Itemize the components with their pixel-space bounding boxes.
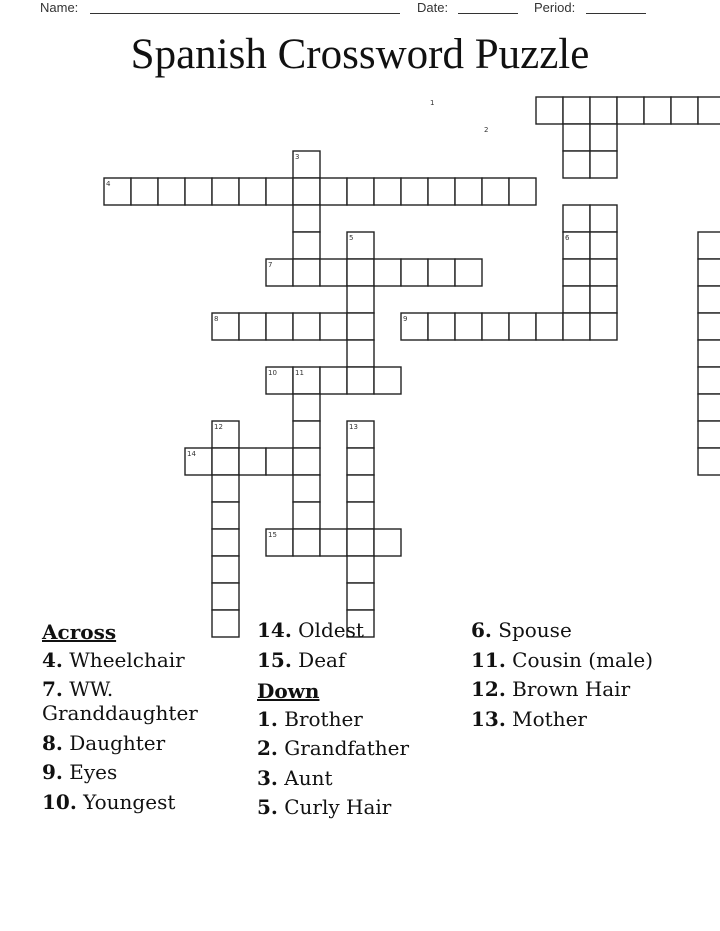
down-heading: Down	[257, 679, 320, 703]
grid-cell[interactable]	[266, 448, 293, 475]
grid-cell[interactable]	[590, 124, 617, 151]
clue-column-1	[42, 618, 252, 819]
grid-cell[interactable]	[428, 259, 455, 286]
cell-number: 12	[214, 423, 223, 431]
clue-text: Mother	[512, 706, 587, 731]
clue-number: 12.	[471, 677, 506, 701]
clue-down-6	[471, 618, 691, 642]
grid-cell[interactable]	[293, 151, 320, 178]
grid-cell[interactable]	[482, 313, 509, 340]
grid-cell[interactable]	[563, 97, 590, 124]
grid-cell[interactable]	[293, 448, 320, 475]
cell-number: 14	[187, 450, 196, 458]
clue-number: 14.	[257, 618, 292, 642]
grid-cell[interactable]	[185, 448, 212, 475]
grid-cell[interactable]	[590, 151, 617, 178]
grid-cell[interactable]	[671, 97, 698, 124]
clue-number: 10.	[42, 789, 77, 814]
cell-number: 8	[214, 315, 219, 323]
grid-cell[interactable]	[698, 367, 720, 394]
grid-cell[interactable]	[563, 286, 590, 313]
clue-number: 8.	[42, 730, 63, 755]
date-field[interactable]	[458, 13, 518, 14]
worksheet-header	[40, 0, 700, 20]
clue-number: 6.	[471, 618, 492, 642]
grid-cell[interactable]	[347, 286, 374, 313]
grid-cell[interactable]	[563, 313, 590, 340]
grid-cell[interactable]	[617, 97, 644, 124]
clue-number: 9.	[42, 760, 63, 784]
grid-cell[interactable]	[212, 313, 239, 340]
grid-cell[interactable]	[293, 313, 320, 340]
grid-cell[interactable]	[320, 259, 347, 286]
clue-down-3	[257, 766, 467, 790]
grid-cell[interactable]	[590, 286, 617, 313]
clue-text: Grandfather	[284, 736, 410, 760]
clue-across-4	[42, 648, 252, 672]
grid-cell[interactable]	[374, 259, 401, 286]
grid-cell[interactable]	[320, 529, 347, 556]
grid-cell[interactable]	[590, 205, 617, 232]
period-label: Period:	[534, 0, 576, 15]
clue-number: 4.	[42, 647, 63, 672]
grid-cell[interactable]	[212, 583, 239, 610]
grid-cell[interactable]	[563, 151, 590, 178]
grid-cell[interactable]	[644, 97, 671, 124]
across-heading: Across	[42, 620, 117, 644]
grid-cell[interactable]	[293, 475, 320, 502]
cell-number: 2	[484, 126, 489, 134]
clue-across-14	[257, 618, 467, 642]
period-field[interactable]	[586, 13, 646, 14]
clue-across-9	[42, 760, 252, 784]
grid-cell[interactable]	[212, 475, 239, 502]
clue-down-2	[257, 736, 467, 760]
grid-cell[interactable]	[266, 259, 293, 286]
grid-cell[interactable]	[293, 259, 320, 286]
grid-cell[interactable]	[293, 421, 320, 448]
clue-number: 1.	[257, 706, 278, 731]
grid-cell[interactable]	[347, 178, 374, 205]
grid-cell[interactable]	[266, 529, 293, 556]
grid-cell[interactable]	[401, 313, 428, 340]
date-label: Date:	[417, 0, 449, 15]
grid-cell[interactable]	[509, 178, 536, 205]
grid-cell[interactable]	[455, 259, 482, 286]
grid-cell[interactable]	[347, 475, 374, 502]
cell-number: 10	[268, 369, 277, 377]
grid-cell[interactable]	[698, 97, 720, 124]
clue-number: 13.	[471, 706, 506, 731]
grid-cell[interactable]	[428, 313, 455, 340]
grid-cell[interactable]	[347, 583, 374, 610]
grid-cell[interactable]	[698, 421, 720, 448]
grid-cell[interactable]	[590, 232, 617, 259]
grid-cell[interactable]	[347, 232, 374, 259]
name-label: Name:	[40, 0, 79, 15]
cell-number: 13	[349, 423, 358, 431]
grid-cell[interactable]	[320, 178, 347, 205]
grid-cell[interactable]	[347, 502, 374, 529]
grid-cell[interactable]	[374, 367, 401, 394]
grid-cell[interactable]	[563, 124, 590, 151]
grid-cell[interactable]	[347, 313, 374, 340]
grid-cell[interactable]	[212, 421, 239, 448]
grid-cell[interactable]	[455, 313, 482, 340]
grid-cell[interactable]	[374, 178, 401, 205]
grid-cell[interactable]	[536, 97, 563, 124]
grid-cell[interactable]	[563, 205, 590, 232]
clue-number: 11.	[471, 647, 506, 672]
grid-cell[interactable]	[347, 367, 374, 394]
cell-number: 7	[268, 261, 273, 269]
clue-down-1	[257, 707, 467, 731]
cell-number: 15	[268, 531, 277, 539]
grid-cell[interactable]	[347, 421, 374, 448]
clue-across-7	[42, 677, 252, 725]
grid-cell[interactable]	[698, 232, 720, 259]
clue-number: 2.	[257, 736, 278, 760]
grid-cell[interactable]	[212, 178, 239, 205]
grid-cell[interactable]	[401, 178, 428, 205]
grid-cell[interactable]	[428, 178, 455, 205]
grid-cell[interactable]	[266, 178, 293, 205]
grid-cell[interactable]	[347, 340, 374, 367]
clue-across-10	[42, 790, 252, 814]
clue-down-11	[471, 648, 691, 672]
grid-cell[interactable]	[320, 367, 347, 394]
name-field[interactable]	[90, 13, 400, 14]
grid-cell[interactable]	[698, 259, 720, 286]
grid-cell[interactable]	[266, 367, 293, 394]
clue-down-5	[257, 795, 467, 819]
clue-column-3	[471, 618, 691, 736]
grid-cell[interactable]	[347, 529, 374, 556]
grid-cell[interactable]	[590, 313, 617, 340]
clue-text: Cousin (male)	[512, 647, 654, 672]
clue-text: Wheelchair	[69, 647, 185, 672]
clue-text: Daughter	[69, 730, 166, 755]
cell-number: 9	[403, 315, 408, 323]
grid-cell[interactable]	[185, 178, 212, 205]
grid-cell[interactable]	[563, 259, 590, 286]
cell-number: 6	[565, 234, 570, 242]
grid-cell[interactable]	[401, 259, 428, 286]
clue-column-2	[257, 618, 467, 825]
cell-number: 11	[295, 369, 304, 377]
grid-cell[interactable]	[698, 448, 720, 475]
clue-text: WW. Granddaughter	[42, 677, 198, 725]
page-title: Spanish Crossword Puzzle	[130, 31, 590, 78]
clue-text: Brother	[284, 706, 363, 731]
grid-cell[interactable]	[266, 313, 293, 340]
grid-cell[interactable]	[239, 448, 266, 475]
clue-across-15	[257, 648, 467, 672]
grid-cell[interactable]	[509, 313, 536, 340]
grid-cell[interactable]	[293, 205, 320, 232]
clue-text: Eyes	[69, 760, 118, 784]
grid-cell[interactable]	[293, 394, 320, 421]
grid-cell[interactable]	[212, 556, 239, 583]
clue-text: Spouse	[498, 618, 572, 642]
grid-cell[interactable]	[212, 529, 239, 556]
clue-text: Aunt	[284, 765, 333, 790]
grid-cell[interactable]	[536, 313, 563, 340]
grid-cell[interactable]	[212, 502, 239, 529]
grid-cell[interactable]	[293, 232, 320, 259]
grid-cell[interactable]	[212, 448, 239, 475]
clue-text: Curly Hair	[284, 795, 392, 819]
cell-number: 3	[295, 153, 300, 161]
grid-cell[interactable]	[374, 529, 401, 556]
grid-cell[interactable]	[293, 178, 320, 205]
grid-cell[interactable]	[293, 502, 320, 529]
grid-cell[interactable]	[131, 178, 158, 205]
clue-number: 3.	[257, 765, 278, 790]
clue-down-13	[471, 707, 691, 731]
clue-number: 15.	[257, 647, 292, 672]
grid-cell[interactable]	[563, 232, 590, 259]
clue-text: Brown Hair	[512, 677, 631, 701]
grid-cell[interactable]	[698, 286, 720, 313]
clue-text: Deaf	[298, 647, 346, 672]
grid-cell[interactable]	[482, 178, 509, 205]
grid-cell[interactable]	[347, 448, 374, 475]
grid-cell[interactable]	[698, 394, 720, 421]
grid-cell[interactable]	[293, 367, 320, 394]
clue-text: Oldest	[298, 618, 364, 642]
clue-down-12	[471, 677, 691, 701]
cell-number: 4	[106, 180, 111, 188]
grid-cell[interactable]	[698, 340, 720, 367]
grid-cell[interactable]	[293, 529, 320, 556]
clue-number: 5.	[257, 795, 278, 819]
grid-cell[interactable]	[320, 313, 347, 340]
cell-number: 1	[430, 99, 435, 107]
cell-number: 5	[349, 234, 354, 242]
clue-number: 7.	[42, 677, 63, 701]
grid-cell[interactable]	[239, 313, 266, 340]
grid-cell[interactable]	[347, 259, 374, 286]
grid-cell[interactable]	[158, 178, 185, 205]
grid-cell[interactable]	[590, 259, 617, 286]
clue-text: Youngest	[83, 789, 176, 814]
grid-cell[interactable]	[347, 556, 374, 583]
grid-cell[interactable]	[455, 178, 482, 205]
grid-cell[interactable]	[239, 178, 266, 205]
clue-across-8	[42, 731, 252, 755]
grid-cell[interactable]	[698, 313, 720, 340]
grid-cell[interactable]	[590, 97, 617, 124]
grid-cell[interactable]	[104, 178, 131, 205]
